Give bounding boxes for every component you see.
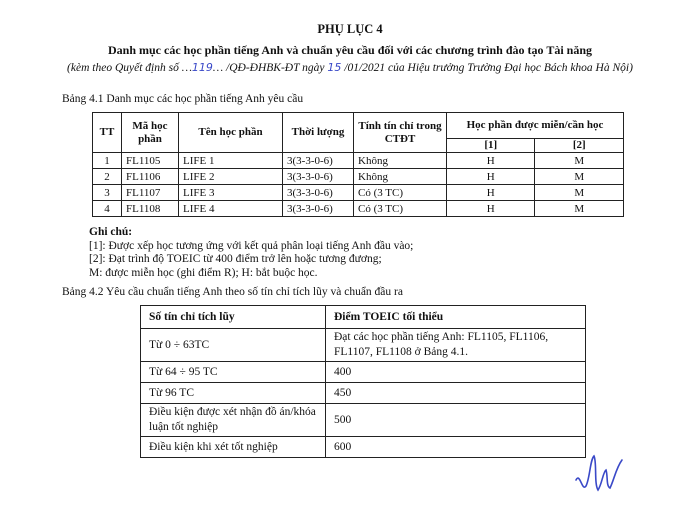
cell-c1: H [447, 201, 535, 217]
table-row [141, 383, 586, 404]
header-exempt: Học phần được miễn/cần học [447, 113, 624, 139]
table1-caption: Bảng 4.1 Danh mục các học phần tiếng Anh yêu cầu [62, 93, 304, 105]
cell-c2: M [535, 169, 624, 185]
cell-credits: Điều kiện được xét nhận đồ án/khóa luận tốt nghiệp [141, 404, 326, 437]
toeic-requirements-table [140, 305, 586, 458]
page-title: PHỤ LỤC 4 [317, 22, 383, 36]
cell-c2: M [535, 201, 624, 217]
table-row [93, 153, 624, 169]
cell-tt: 4 [93, 201, 122, 217]
handwritten-number: 119 [191, 61, 213, 74]
header-col2: [2] [535, 139, 624, 153]
table-row [141, 404, 586, 437]
table-row [93, 169, 624, 185]
cell-code: FL1106 [122, 169, 179, 185]
cell-credit: Không [354, 153, 447, 169]
cell-toeic: 400 [326, 362, 586, 383]
cell-toeic: 500 [326, 404, 586, 437]
cell-credits: Từ 0 ÷ 63TC [141, 329, 326, 362]
cell-credits: Từ 96 TC [141, 383, 326, 404]
cell-tt: 1 [93, 153, 122, 169]
cell-credit: Không [354, 169, 447, 185]
cell-duration: 3(3-3-0-6) [283, 169, 354, 185]
note-line: [2]: Đạt trình độ TOEIC từ 400 điểm trở lên hoặc tương đương; [89, 253, 382, 265]
decision-note [0, 61, 700, 74]
header-credits: Số tín chỉ tích lũy [141, 306, 326, 329]
table-row [93, 185, 624, 201]
cell-c2: M [535, 185, 624, 201]
cell-name: LIFE 1 [179, 153, 283, 169]
table-row [141, 437, 586, 458]
cell-name: LIFE 2 [179, 169, 283, 185]
note-line: M: được miễn học (ghi điểm R); H: bắt buộc học. [89, 266, 318, 279]
header-name: Tên học phần [179, 113, 283, 153]
cell-toeic: 600 [326, 437, 586, 458]
handwritten-day: 15 [327, 61, 342, 74]
cell-name: LIFE 3 [179, 185, 283, 201]
note-line: [1]: Được xếp học tương ứng với kết quả phân loại tiếng Anh đầu vào; [89, 239, 414, 252]
notes-block [89, 226, 413, 280]
cell-code: FL1108 [122, 201, 179, 217]
english-courses-table [92, 112, 624, 217]
cell-duration: 3(3-3-0-6) [283, 153, 354, 169]
table-row [141, 362, 586, 383]
cell-code: FL1107 [122, 185, 179, 201]
cell-credit: Có (3 TC) [354, 201, 447, 217]
header-duration: Thời lượng [283, 113, 354, 153]
cell-credits: Từ 64 ÷ 95 TC [141, 362, 326, 383]
cell-c1: H [447, 153, 535, 169]
cell-code: FL1105 [122, 153, 179, 169]
cell-c1: H [447, 169, 535, 185]
header-toeic: Điểm TOEIC tối thiểu [326, 306, 586, 329]
note-suffix: /01/2021 của Hiệu trưởng Trường Đại học Bách khoa Hà Nội) [344, 62, 633, 74]
cell-c2: M [535, 153, 624, 169]
table2-caption: Bảng 4.2 Yêu cầu chuẩn tiếng Anh theo số tín chỉ tích lũy và chuẩn đầu ra [62, 286, 403, 298]
cell-credit: Có (3 TC) [354, 185, 447, 201]
cell-credits: Điều kiện khi xét tốt nghiệp [141, 437, 326, 458]
header-col1: [1] [447, 139, 535, 153]
cell-toeic: Đạt các học phần tiếng Anh: FL1105, FL1106, FL1107, FL1108 ở Bảng 4.1. [326, 329, 586, 362]
signature-mark [570, 450, 630, 500]
note-prefix: (kèm theo Quyết định số … [67, 62, 192, 74]
table-row [141, 329, 586, 362]
cell-tt: 3 [93, 185, 122, 201]
notes-heading: Ghi chú: [89, 226, 133, 238]
note-mid: … /QĐ-ĐHBK-ĐT ngày [212, 62, 325, 74]
cell-duration: 3(3-3-0-6) [283, 185, 354, 201]
cell-toeic: 450 [326, 383, 586, 404]
cell-c1: H [447, 185, 535, 201]
cell-duration: 3(3-3-0-6) [283, 201, 354, 217]
cell-name: LIFE 4 [179, 201, 283, 217]
header-tt: TT [93, 113, 122, 153]
header-code: Mã học phần [122, 113, 179, 153]
table-row [93, 201, 624, 217]
cell-tt: 2 [93, 169, 122, 185]
header-credit: Tính tín chỉ trong CTĐT [354, 113, 447, 153]
page-subtitle: Danh mục các học phần tiếng Anh và chuẩn yêu cầu đối với các chương trình đào tạo Tài năng [107, 43, 592, 57]
